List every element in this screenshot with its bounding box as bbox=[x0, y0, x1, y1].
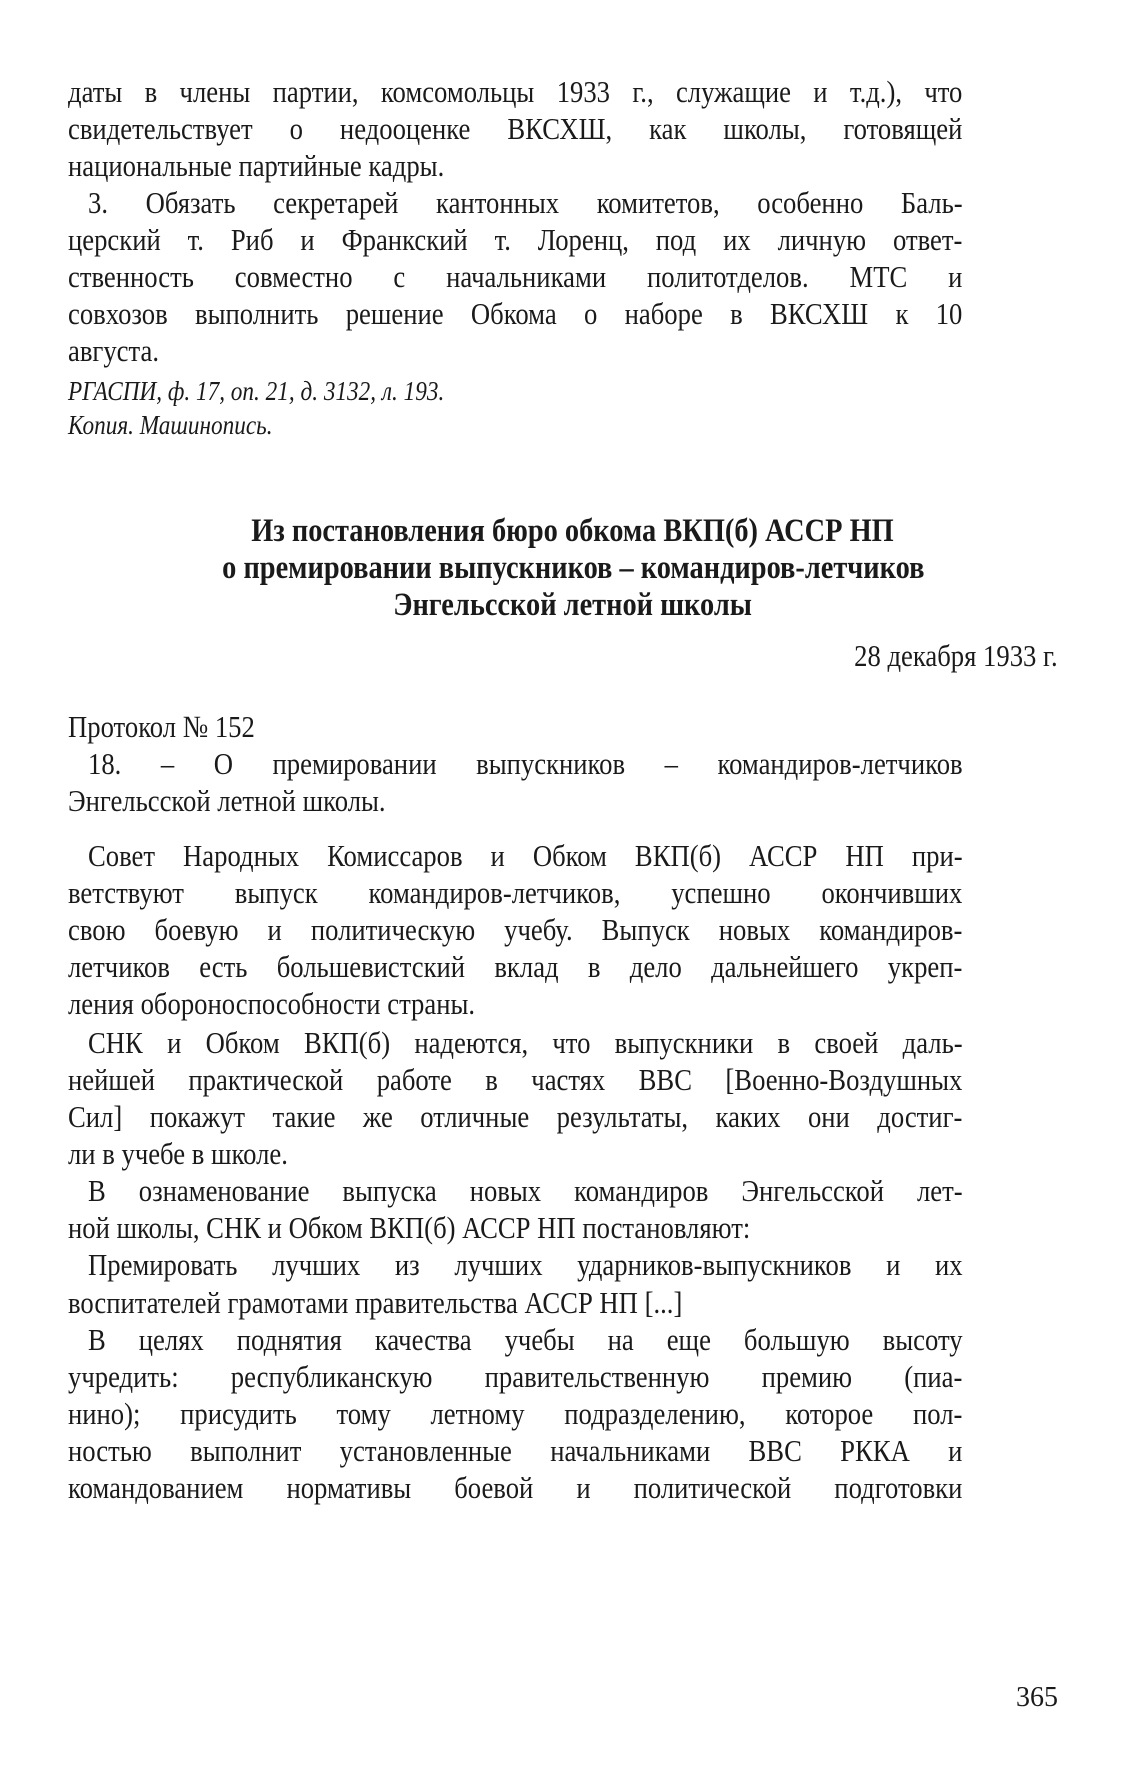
archive-reference: РГАСПИ, ф. 17, оп. 21, д. 3132, л. 193. bbox=[68, 376, 445, 406]
text-line: Энгельсской летной школы. bbox=[68, 783, 386, 818]
text-line: В ознаменование выпуска новых командиров Энгельсской лет- bbox=[88, 1173, 963, 1208]
text-line: ственность совместно с начальниками политотделов. МТС и bbox=[68, 259, 963, 294]
text-line: ли в учебе в школе. bbox=[68, 1136, 288, 1171]
document-title-line-2: о премировании выпускников – командиров-летчиков bbox=[221, 550, 925, 586]
text-line: ления обороноспособности страны. bbox=[68, 986, 476, 1021]
text-line: ной школы, СНК и Обком ВКП(б) АССР НП постановляют: bbox=[68, 1210, 751, 1245]
document-date: 28 декабря 1933 г. bbox=[854, 638, 1058, 673]
text-line: Премировать лучших из лучших ударников-выпускников и их bbox=[88, 1247, 963, 1282]
document-title-line-3: Энгельсской летной школы bbox=[393, 587, 753, 623]
text-line: воспитателей грамотами правительства АССР НП [...] bbox=[68, 1285, 683, 1320]
text-line: нино); присудить тому летному подразделению, которое пол- bbox=[68, 1396, 963, 1431]
text-line: учредить: республиканскую правительственную премию (пиа- bbox=[68, 1359, 963, 1394]
document-title-line-1: Из постановления бюро обкома ВКП(б) АССР НП bbox=[251, 513, 895, 549]
text-line: 3. Обязать секретарей кантонных комитетов, особенно Баль- bbox=[88, 185, 963, 220]
text-line: летчиков есть большевистский вклад в дело дальнейшего укреп- bbox=[68, 949, 963, 984]
text-line: августа. bbox=[68, 333, 159, 368]
text-line: 18. – О премировании выпускников – командиров-летчиков bbox=[88, 746, 963, 781]
text-line: нейшей практической работе в частях ВВС [Военно-Воздушных bbox=[68, 1062, 963, 1097]
copy-note: Копия. Машинопись. bbox=[68, 410, 273, 440]
text-line: свою боевую и политическую учебу. Выпуск новых командиров- bbox=[68, 912, 963, 947]
text-line: ностью выполнит установленные начальниками ВВС РККА и bbox=[68, 1433, 963, 1468]
text-line: командованием нормативы боевой и политической подготовки bbox=[68, 1470, 963, 1505]
text-line: Совет Народных Комиссаров и Обком ВКП(б) АССР НП при- bbox=[88, 838, 963, 873]
protocol-number: Протокол № 152 bbox=[68, 709, 255, 744]
text-line: ветствуют выпуск командиров-летчиков, успешно окончивших bbox=[68, 875, 963, 910]
text-line: СНК и Обком ВКП(б) надеются, что выпускники в своей даль- bbox=[88, 1025, 963, 1060]
text-line: Сил] покажут такие же отличные результаты, каких они достиг- bbox=[68, 1099, 963, 1134]
page-number: 365 bbox=[1016, 1682, 1058, 1713]
text-line: В целях поднятия качества учебы на еще большую высоту bbox=[88, 1322, 963, 1357]
text-line: даты в члены партии, комсомольцы 1933 г., служащие и т.д.), что bbox=[68, 74, 963, 109]
text-line: совхозов выполнить решение Обкома о наборе в ВКСХШ к 10 bbox=[68, 296, 963, 331]
text-line: свидетельствует о недооценке ВКСХШ, как школы, готовящей bbox=[68, 111, 963, 146]
text-line: национальные партийные кадры. bbox=[68, 148, 445, 183]
text-line: церский т. Риб и Франкский т. Лоренц, под их личную ответ- bbox=[68, 222, 963, 257]
